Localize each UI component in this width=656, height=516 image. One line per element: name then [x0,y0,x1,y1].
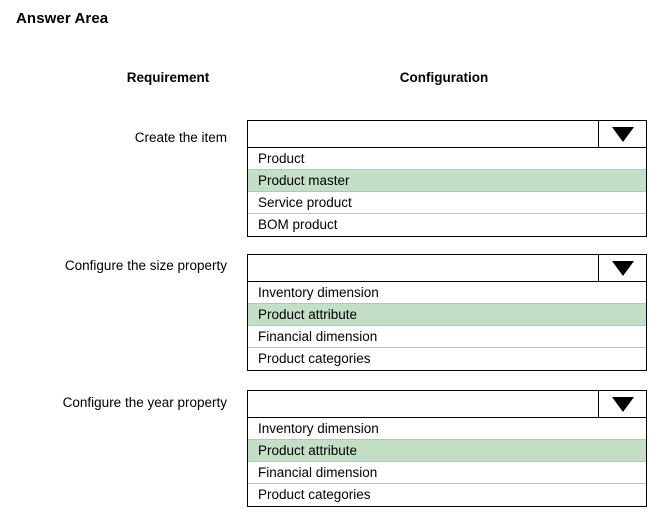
dropdown-create-the-item[interactable] [247,120,647,148]
list-item[interactable]: Product categories [248,348,646,370]
chevron-down-icon [612,397,634,412]
dropdown-options-configure-the-size-property [247,282,647,371]
column-header-configuration: Configuration [399,70,489,85]
row-label-create-the-item: Create the item [134,130,227,145]
dropdown-group-create-the-item [247,120,647,237]
list-item[interactable]: Product master [248,170,646,192]
list-item[interactable]: Financial dimension [248,326,646,348]
column-header-requirement: Requirement [126,70,210,85]
list-item[interactable]: Inventory dimension [248,282,646,304]
list-item[interactable]: Financial dimension [248,462,646,484]
dropdown-configure-the-size-property[interactable] [247,254,647,282]
dropdown-configure-the-year-property[interactable] [247,390,647,418]
list-item[interactable]: Product [248,148,646,170]
dropdown-group-configure-the-size-property [247,254,647,371]
dropdown-options-configure-the-year-property [247,418,647,507]
row-label-configure-the-year-property: Configure the year property [62,395,227,410]
page-title: Answer Area [16,10,109,27]
dropdown-toggle-configure-the-size-property[interactable] [598,255,646,281]
chevron-down-icon [612,261,634,276]
list-item[interactable]: Product categories [248,484,646,506]
list-item[interactable]: BOM product [248,214,646,236]
dropdown-toggle-create-the-item[interactable] [598,121,646,147]
dropdown-toggle-configure-the-year-property[interactable] [598,391,646,417]
row-label-configure-the-size-property: Configure the size property [64,258,227,273]
list-item[interactable]: Product attribute [248,440,646,462]
list-item[interactable]: Inventory dimension [248,418,646,440]
list-item[interactable]: Product attribute [248,304,646,326]
dropdown-options-create-the-item [247,148,647,237]
chevron-down-icon [612,127,634,142]
dropdown-group-configure-the-year-property [247,390,647,507]
list-item[interactable]: Service product [248,192,646,214]
